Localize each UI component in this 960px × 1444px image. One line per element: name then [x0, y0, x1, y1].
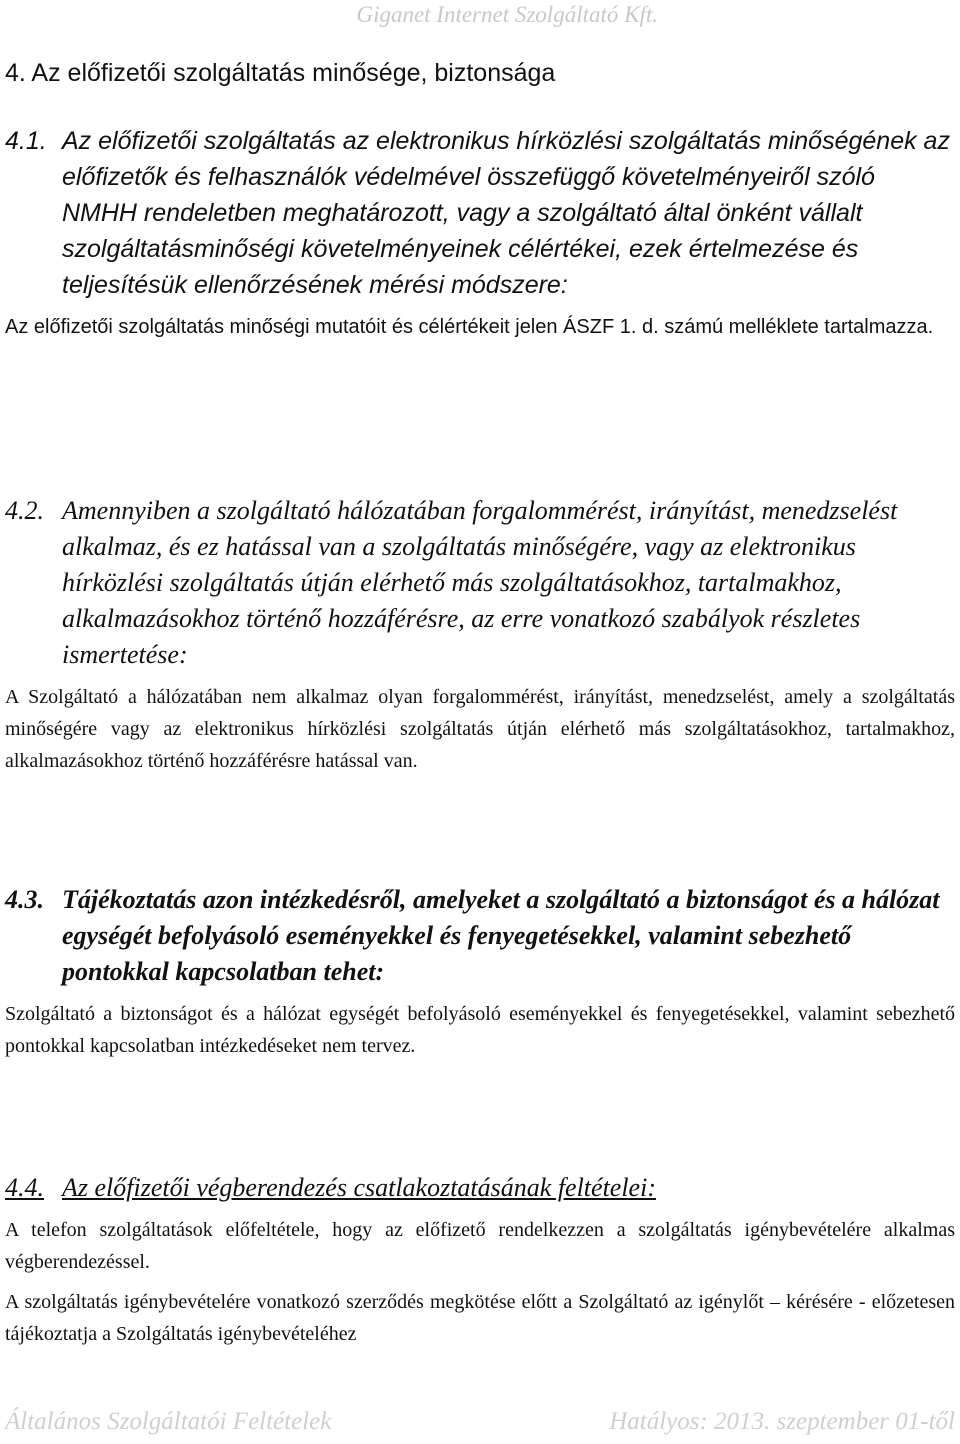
section-heading	[0, 493, 960, 673]
section-heading-text: Tájékoztatás azon intézkedésről, amelyeket a szolgáltató a biztonságot és a hálózat egységét befolyásoló eseményekkel és fenyegetésekkel, valamint sebezhető pontokkal kapcsolatban tehet:	[62, 885, 940, 986]
paragraph: A szolgáltatás igénybevételére vonatkozó szerződés megkötése előtt a Szolgáltató az igénylőt – kérésére - előzetesen tájékoztatja a Szolgáltatás igénybevételéhez	[5, 1291, 955, 1345]
section-body	[5, 1214, 955, 1350]
paragraph: A Szolgáltató a hálózatában nem alkalmaz olyan forgalommérést, irányítást, menedzselést, amely a szolgáltatás minőségére vagy az elektronikus hírközlési szolgáltatás útján elérhető más szolgáltatásokhoz, tartalmakhoz, alkalmazásokhoz történő hozzáférésre hatással van.	[5, 686, 955, 772]
footer-document-title: Általános Szolgáltatói Feltételek	[5, 1408, 332, 1435]
section-number: 4.2.	[5, 496, 44, 525]
page-header-company: Giganet Internet Szolgáltató Kft.	[356, 2, 658, 27]
section-body	[5, 311, 955, 343]
section-heading-text: Az előfizetői szolgáltatás az elektronikus hírközlési szolgáltatás minőségének az előfizetők és felhasználók védelmével összefüggő követelményeiről szóló NMHH rendeletben meghatározott, vagy a szolgáltató által önként vállalt szolgáltatásminőségi követelményeinek célértékei, ezek értelmezése és teljesítésük ellenőrzésének mérési módszere:	[62, 127, 950, 299]
section-body	[5, 998, 955, 1062]
section-4-4	[0, 1170, 960, 1358]
section-heading-text: Amennyiben a szolgáltató hálózatában forgalommérést, irányítást, menedzselést alkalmaz, és ez hatással van a szolgáltatás minőségére, vagy az elektronikus hírközlési szolgáltatás útján elérhető más szolgáltatásokhoz, tartalmakhoz, alkalmazásokhoz történő hozzáférésre, az erre vonatkozó szabályok részletes ismertetése:	[62, 496, 898, 669]
section-heading	[0, 1170, 960, 1206]
section-heading-text: Az előfizetői végberendezés csatlakoztatásának feltételei:	[62, 1173, 656, 1202]
section-4-3	[0, 882, 960, 1070]
section-4-1	[0, 123, 960, 351]
paragraph: Az előfizetői szolgáltatás minőségi mutatóit és célértékeit jelen ÁSZF 1. d. számú melléklete tartalmazza.	[5, 316, 934, 338]
section-body	[5, 681, 955, 777]
paragraph: Szolgáltató a biztonságot és a hálózat egységét befolyásoló eseményekkel és fenyegetésekkel, valamint sebezhető pontokkal kapcsolatban intézkedéseket nem tervez.	[5, 1003, 955, 1057]
section-4-2	[0, 493, 960, 785]
section-number: 4.3.	[5, 885, 44, 914]
section-heading	[0, 123, 960, 303]
section-number: 4.1.	[5, 127, 47, 155]
section-heading	[0, 882, 960, 990]
page-title: 4. Az előfizetői szolgáltatás minősége, biztonsága	[5, 59, 556, 87]
footer-effective-date: Hatályos: 2013. szeptember 01-től	[609, 1408, 955, 1435]
section-number: 4.4.	[5, 1173, 44, 1202]
paragraph: A telefon szolgáltatások előfeltétele, hogy az előfizető rendelkezzen a szolgáltatás igénybevételére alkalmas végberendezéssel.	[5, 1219, 955, 1273]
